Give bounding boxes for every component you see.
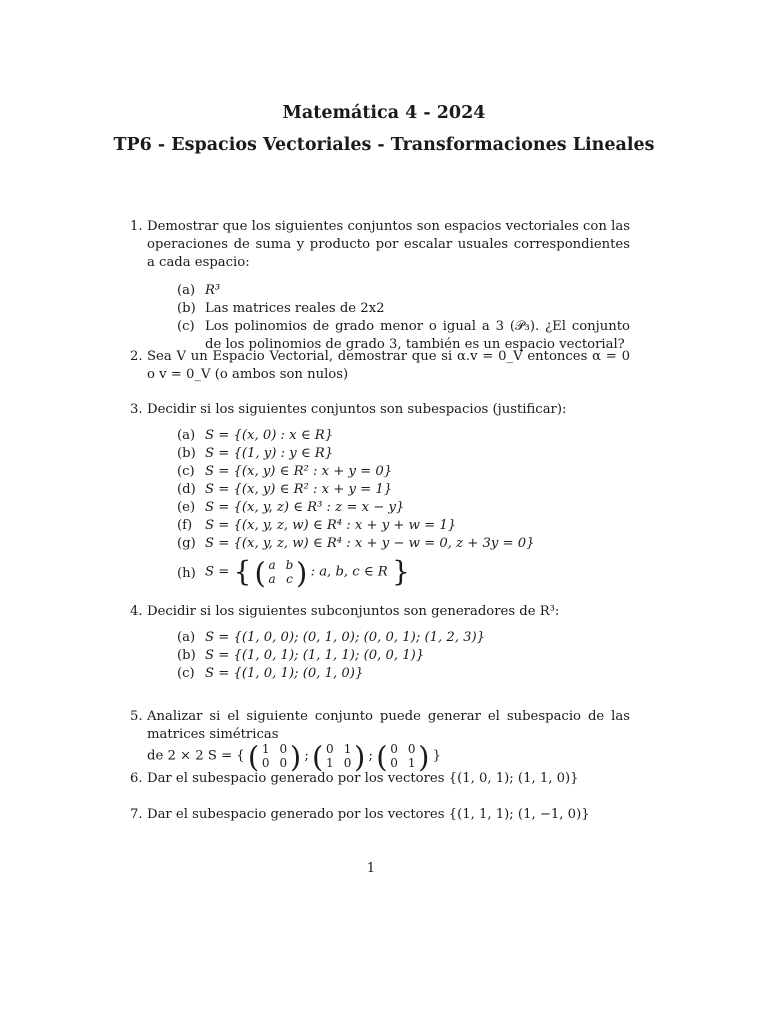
item-text: S = {(1, 0, 1); (0, 1, 0)}	[205, 666, 364, 681]
list-item	[177, 481, 630, 499]
exercise-7	[130, 806, 630, 824]
matrix: ( 1 0 0 0 )	[247, 740, 302, 774]
exercise-number: 3.	[130, 402, 143, 417]
item-label: (c)	[177, 464, 195, 479]
matrix-cell: 0	[390, 756, 398, 770]
matrix: ( a b a c )	[254, 556, 308, 590]
matrix-cell: 0	[279, 742, 288, 756]
item-text: R³	[205, 283, 221, 298]
matrix-cell: c	[286, 572, 293, 586]
matrix: ( 0 1 1 0 )	[312, 740, 366, 774]
set-suffix: }	[432, 748, 442, 764]
separator: ;	[368, 748, 373, 764]
exercise-statement: Decidir si los siguientes subconjuntos son generadores de R³:	[147, 604, 560, 619]
close-brace-symbol: }	[391, 555, 410, 588]
item-text: Las matrices reales de 2x2	[205, 301, 385, 316]
list-item	[177, 499, 630, 517]
exercise-statement: Demostrar que los siguientes conjuntos son espacios vectoriales con las operaciones de suma y producto por escalar usuales correspondientes a cada espacio:	[147, 219, 630, 270]
list-item	[177, 629, 630, 647]
item-text	[205, 555, 630, 590]
exercise-number: 5.	[130, 709, 143, 724]
list-item	[177, 665, 630, 683]
matrix-cell: 1	[407, 756, 416, 770]
exercise-5	[130, 708, 630, 774]
item-text: S = {(x, y) ∈ R² : x + y = 0}	[205, 464, 393, 479]
matrix-cell: 0	[279, 756, 288, 770]
exercise-number: 1.	[130, 219, 143, 234]
item-label: (g)	[177, 536, 196, 551]
exercise-4	[130, 603, 630, 683]
item-label: (b)	[177, 446, 196, 461]
set-prefix: de 2 × 2 S = {	[147, 748, 245, 764]
list-item	[177, 647, 630, 665]
matrix-cell: 1	[343, 742, 352, 756]
exercise-number: 4.	[130, 604, 143, 619]
item-label: (f)	[177, 518, 193, 533]
matrix-cell: b	[285, 558, 294, 572]
matrix-cell: 1	[261, 742, 270, 756]
exercise-statement: Dar el subespacio generado por los vectores {(1, 0, 1); (1, 1, 0)}	[147, 771, 579, 786]
item-text: S = {(x, y, z, w) ∈ R⁴ : x + y + w = 1}	[205, 518, 457, 533]
item-label: (h)	[177, 566, 196, 581]
item-text: S = {(x, 0) : x ∈ R}	[205, 428, 334, 443]
item-label: (c)	[177, 319, 195, 334]
matrix-cell: a	[268, 558, 276, 572]
exercise-3	[130, 401, 630, 590]
item-label: (a)	[177, 283, 196, 298]
document-subtitle: TP6 - Espacios Vectoriales - Transformaciones Lineales	[113, 135, 655, 155]
set-prefix: S =	[205, 564, 230, 580]
open-brace-symbol: {	[233, 555, 252, 588]
item-label: (a)	[177, 630, 196, 645]
exercise-number: 2.	[130, 349, 143, 364]
separator: ;	[304, 748, 309, 764]
item-text: S = {(1, 0, 0); (0, 1, 0); (0, 0, 1); (1, 2, 3)}	[205, 630, 486, 645]
document-title: Matemática 4 - 2024	[282, 103, 486, 123]
item-label: (c)	[177, 666, 195, 681]
matrix-cell: 0	[407, 742, 416, 756]
list-item	[177, 445, 630, 463]
exercise-6	[130, 770, 630, 788]
item-text: S = {(1, y) : y ∈ R}	[205, 446, 334, 461]
exercise-statement: Dar el subespacio generado por los vectores {(1, 1, 1); (1, −1, 0)}	[147, 807, 590, 822]
exercise-statement: Analizar si el siguiente conjunto puede generar el subespacio de las matrices simétricas	[147, 709, 630, 742]
set-condition: : a, b, c ∈ R	[310, 564, 388, 580]
matrix-cell: 1	[326, 756, 334, 770]
exercise-statement: Sea V un Espacio Vectorial, demostrar que si α.v = 0_V entonces α = 0 o v = 0_V (o ambos son nulos)	[147, 349, 630, 382]
exercise-number: 6.	[130, 771, 143, 786]
matrix-cell: 0	[390, 742, 398, 756]
item-text: S = {(x, y, z) ∈ R³ : z = x − y}	[205, 500, 405, 515]
item-text: S = {(1, 0, 1); (1, 1, 1); (0, 0, 1)}	[205, 648, 425, 663]
matrix: ( 0 0 0 1 )	[376, 740, 430, 774]
exercise-1	[130, 218, 630, 354]
matrix-cell: 0	[343, 756, 352, 770]
matrix-cell: 0	[261, 756, 270, 770]
exercise-2	[130, 348, 630, 384]
list-item	[177, 517, 630, 535]
matrix-cell: a	[268, 572, 276, 586]
list-item	[177, 535, 630, 553]
page-number: 1	[366, 861, 376, 876]
list-item	[177, 463, 630, 481]
matrix-cell: 0	[326, 742, 334, 756]
item-label: (a)	[177, 428, 196, 443]
item-text: S = {(x, y) ∈ R² : x + y = 1}	[205, 482, 393, 497]
matrix-set	[147, 740, 630, 774]
list-item	[177, 427, 630, 445]
item-label: (b)	[177, 301, 196, 316]
item-label: (b)	[177, 648, 196, 663]
item-label: (d)	[177, 482, 196, 497]
list-item	[177, 300, 630, 318]
item-label: (e)	[177, 500, 196, 515]
item-text: S = {(x, y, z, w) ∈ R⁴ : x + y − w = 0, z + 3y = 0}	[205, 536, 535, 551]
exercise-statement: Decidir si los siguientes conjuntos son subespacios (justificar):	[147, 402, 567, 417]
item-text: Los polinomios de grado menor o igual a 3 (𝒫₃). ¿El conjunto de los polinomios de grado 3, también es un espacio vectorial?	[205, 319, 630, 352]
list-item	[177, 555, 630, 590]
exercise-number: 7.	[130, 807, 143, 822]
list-item	[177, 282, 630, 300]
